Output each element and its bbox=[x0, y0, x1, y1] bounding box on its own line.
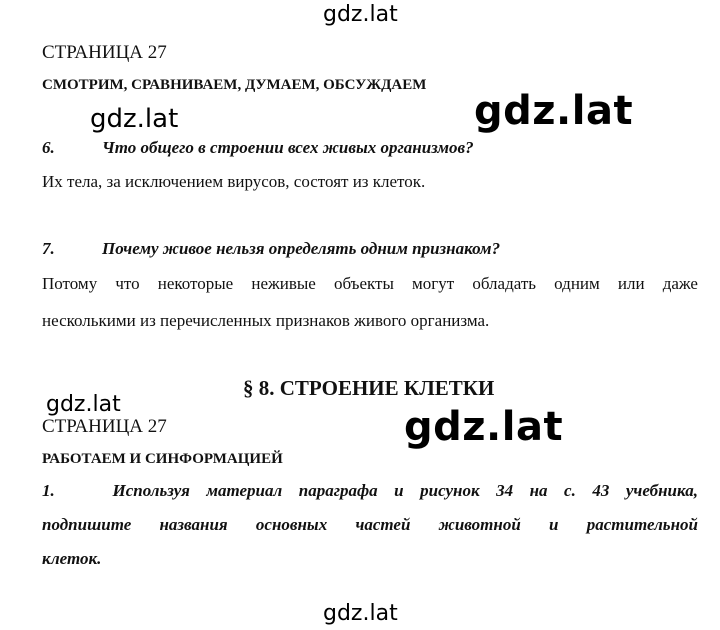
word: неживые bbox=[251, 274, 316, 293]
answer-7-line-2: несколькими из перечисленных признаков живого организма. bbox=[42, 311, 490, 330]
question-6 bbox=[42, 138, 474, 158]
word: что bbox=[115, 274, 140, 293]
question-7 bbox=[42, 239, 500, 259]
answer-7-line-1 bbox=[42, 274, 698, 294]
question-1-line-2 bbox=[42, 515, 698, 535]
question-number: 1. bbox=[42, 481, 55, 500]
word: 34 bbox=[496, 481, 514, 500]
word: на bbox=[529, 481, 548, 500]
word: объекты bbox=[333, 274, 394, 293]
word: обладать bbox=[472, 274, 537, 293]
word: Используя bbox=[112, 481, 190, 500]
word: частей bbox=[355, 515, 411, 534]
question-number: 7. bbox=[42, 239, 55, 258]
word: подпишите bbox=[42, 515, 132, 534]
watermark-right-upper: gdz.lat bbox=[474, 88, 634, 134]
watermark-center-middle: gdz.lat bbox=[404, 404, 564, 450]
word: с. bbox=[564, 481, 576, 500]
word: растительной bbox=[586, 515, 698, 534]
page-label: СТРАНИЦА 27 bbox=[42, 42, 167, 63]
word: и bbox=[394, 481, 404, 500]
word: и bbox=[549, 515, 559, 534]
word: материал bbox=[206, 481, 283, 500]
section-heading: СМОТРИМ, СРАВНИВАЕМ, ДУМАЕМ, ОБСУЖДАЕМ bbox=[42, 77, 427, 93]
word: параграфа bbox=[298, 481, 378, 500]
section-heading: РАБОТАЕМ И СИНФОРМАЦИЕЙ bbox=[42, 451, 283, 467]
question-text: Что общего в строении всех живых организмов? bbox=[102, 138, 474, 157]
word: животной bbox=[438, 515, 521, 534]
word: учебника, bbox=[625, 481, 698, 500]
watermark-top: gdz.lat bbox=[323, 2, 398, 27]
question-number: 6. bbox=[42, 138, 55, 157]
word: одним bbox=[554, 274, 600, 293]
answer-6: Их тела, за исключением вирусов, состоят из клеток. bbox=[42, 172, 426, 191]
question-text: Почему живое нельзя определять одним признаком? bbox=[102, 239, 501, 258]
word: даже bbox=[662, 274, 698, 293]
word: некоторые bbox=[157, 274, 234, 293]
word: названия bbox=[159, 515, 228, 534]
word: Потому bbox=[42, 274, 98, 293]
page-label: СТРАНИЦА 27 bbox=[42, 416, 167, 437]
word: основных bbox=[255, 515, 328, 534]
watermark-left-upper: gdz.lat bbox=[90, 104, 179, 134]
watermark-bottom: gdz.lat bbox=[323, 601, 398, 626]
word: рисунок bbox=[420, 481, 480, 500]
paragraph-title: § 8. СТРОЕНИЕ КЛЕТКИ bbox=[243, 376, 495, 400]
word: или bbox=[617, 274, 645, 293]
watermark-left-middle: gdz.lat bbox=[46, 392, 121, 417]
question-1-line-1 bbox=[42, 481, 698, 501]
question-1-line-3: клеток. bbox=[42, 549, 102, 568]
word: могут bbox=[412, 274, 455, 293]
word: 43 bbox=[592, 481, 610, 500]
